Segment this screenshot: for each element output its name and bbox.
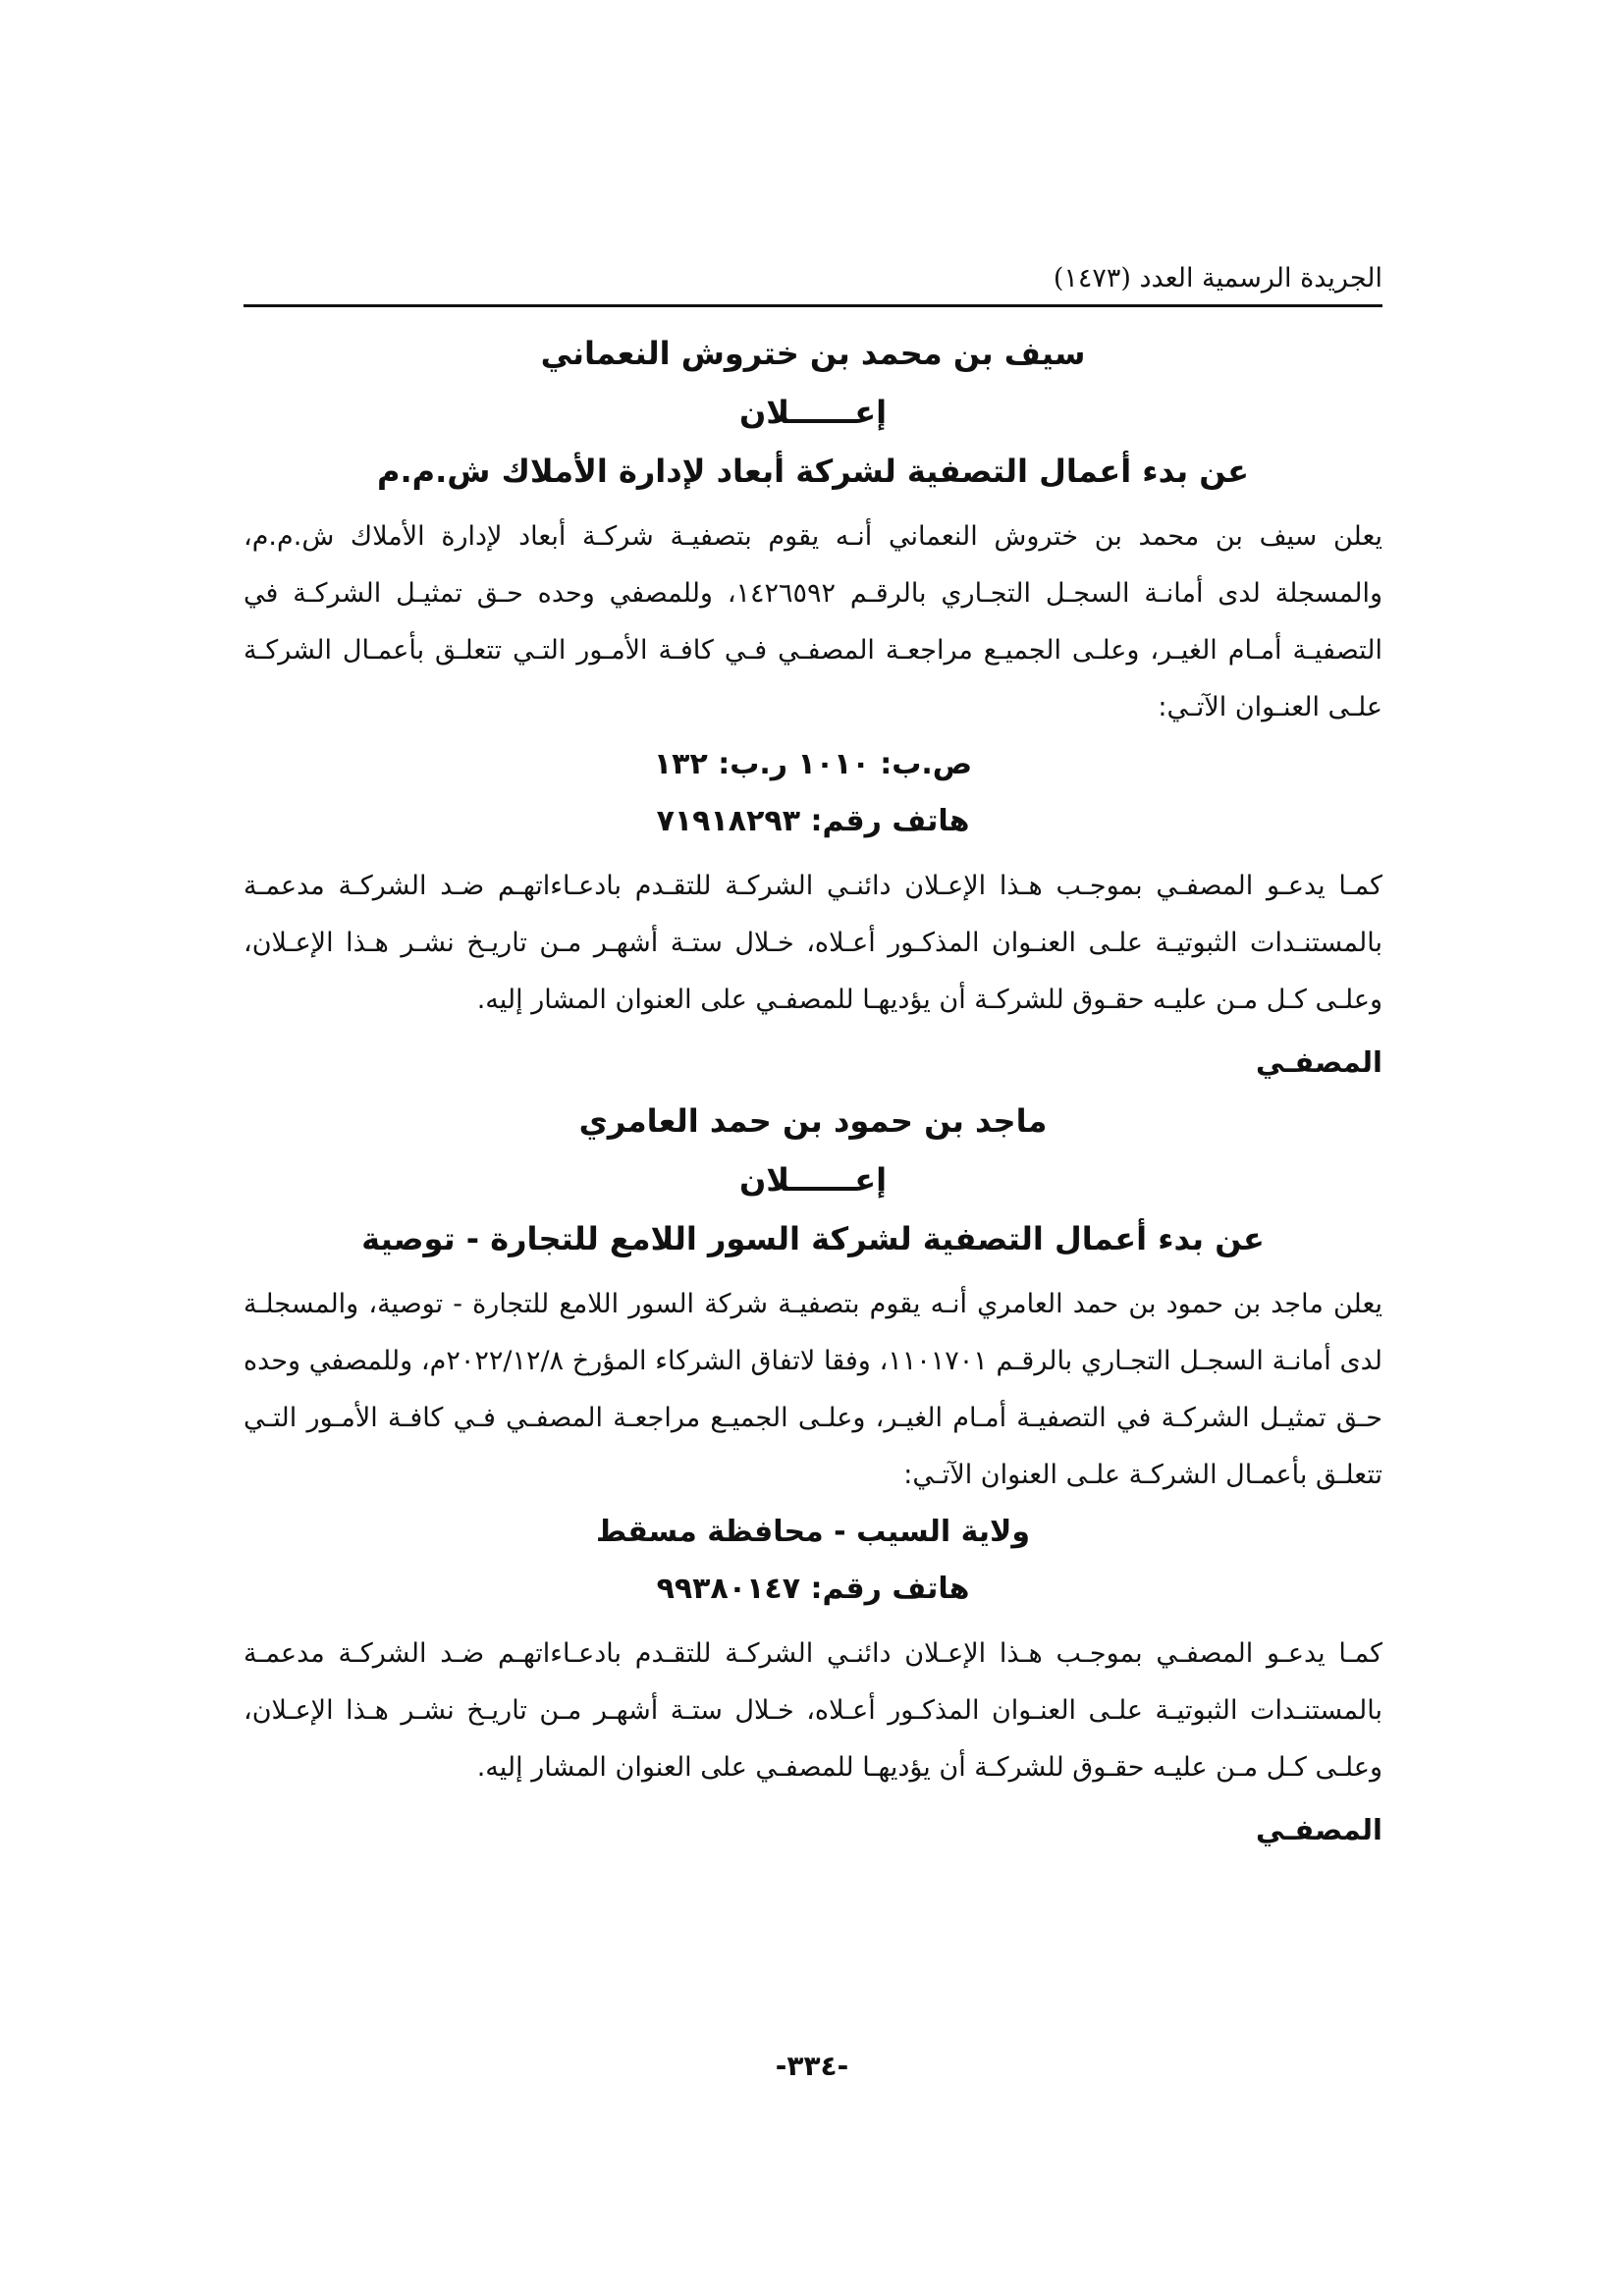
- notice-alsoor-liquidation: [244, 1092, 1382, 1859]
- address-po-box: ص.ب: ١٠١٠ ر.ب: ١٣٢: [653, 747, 973, 781]
- liquidator-name: ماجد بن حمود بن حمد العامري: [578, 1102, 1048, 1140]
- address-phone: هاتف رقم: ٩٩٣٨٠١٤٧: [656, 1572, 970, 1606]
- notice-label: إعــــــلان: [738, 394, 888, 431]
- notice-subject: عن بدء أعمال التصفية لشركة أبعاد لإدارة الأملاك ش.م.م: [377, 453, 1249, 490]
- notice-abaad-liquidation: [244, 324, 1382, 1092]
- page-header: [244, 257, 1382, 306]
- notice-body: يعلن ماجد بن حمود بن حمد العامري أنـه يقوم بتصفيـة شركة السور اللامع للتجارة - توصية، والمسجلـة لدى أمانـة السجـل التجـاري بالرقـم ١١٠١٧٠١، وفقا لاتفاق الشركاء المؤرخ ٢٠٢٢/١٢/٨م، وللمصفي وحده حـق تمثيـل الشركـة في التصفيـة أمـام الغيـر، وعلـى الجميـع مراجعـة المصفـي فـي كافـة الأمـور التـي تتعلـق بأعمـال الشركـة علـى العنوان الآتـي:: [244, 1289, 1382, 1490]
- page-number: -٣٣٤-: [775, 2050, 849, 2082]
- notice-subject: عن بدء أعمال التصفية لشركة السور اللامع للتجارة - توصية: [361, 1220, 1265, 1257]
- notice-label: إعــــــلان: [738, 1161, 888, 1199]
- address-location: ولاية السيب - محافظة مسقط: [595, 1515, 1031, 1549]
- liquidator-signature: المصفـي: [1256, 1045, 1382, 1079]
- liquidator-signature: المصفـي: [1256, 1813, 1382, 1846]
- page-content: [244, 324, 1382, 1859]
- notice-body: يعلن سيف بن محمد بن ختروش النعماني أنـه يقوم بتصفيـة شركـة أبعاد لإدارة الأملاك ش.م.م، والمسجلة لدى أمانـة السجـل التجـاري بالرقـم ١٤٢٦٥٩٢، وللمصفي وحده حـق تمثيـل الشركـة في التصفيـة أمـام الغيـر، وعلـى الجميـع مراجعـة المصفـي فـي كافـة الأمـور التـي تتعلـق بأعمـال الشركـة علـى العنـوان الآتـي:: [244, 521, 1382, 722]
- header-divider: [244, 304, 1382, 307]
- creditors-call: كمـا يدعـو المصفـي بموجـب هـذا الإعـلان دائنـي الشركـة للتقـدم بادعـاءاتهـم ضـد الشركـة مدعمـة بالمستنـدات الثبوتيـة علـى العنـوان المذكـور أعـلاه، خـلال ستـة أشهـر مـن تاريـخ نشـر هـذا الإعـلان، وعلـى كـل مـن عليـه حقـوق للشركـة أن يؤديهـا للمصفـي على العنوان المشار إليه.: [244, 1638, 1382, 1783]
- creditors-call: كمـا يدعـو المصفـي بموجـب هـذا الإعـلان دائنـي الشركـة للتقـدم بادعـاءاتهـم ضـد الشركـة مدعمـة بالمستنـدات الثبوتيـة علـى العنـوان المذكـور أعـلاه، خـلال ستـة أشهـر مـن تاريـخ نشـر هـذا الإعـلان، وعلـى كـل مـن عليـه حقـوق للشركـة أن يؤديهـا للمصفـي على العنوان المشار إليه.: [244, 871, 1382, 1015]
- gazette-issue-title: الجريدة الرسمية العدد (١٤٧٣): [1053, 263, 1382, 294]
- address-phone: هاتف رقم: ٧١٩١٨٢٩٣: [656, 804, 970, 838]
- liquidator-name: سيف بن محمد بن ختروش النعماني: [540, 335, 1086, 372]
